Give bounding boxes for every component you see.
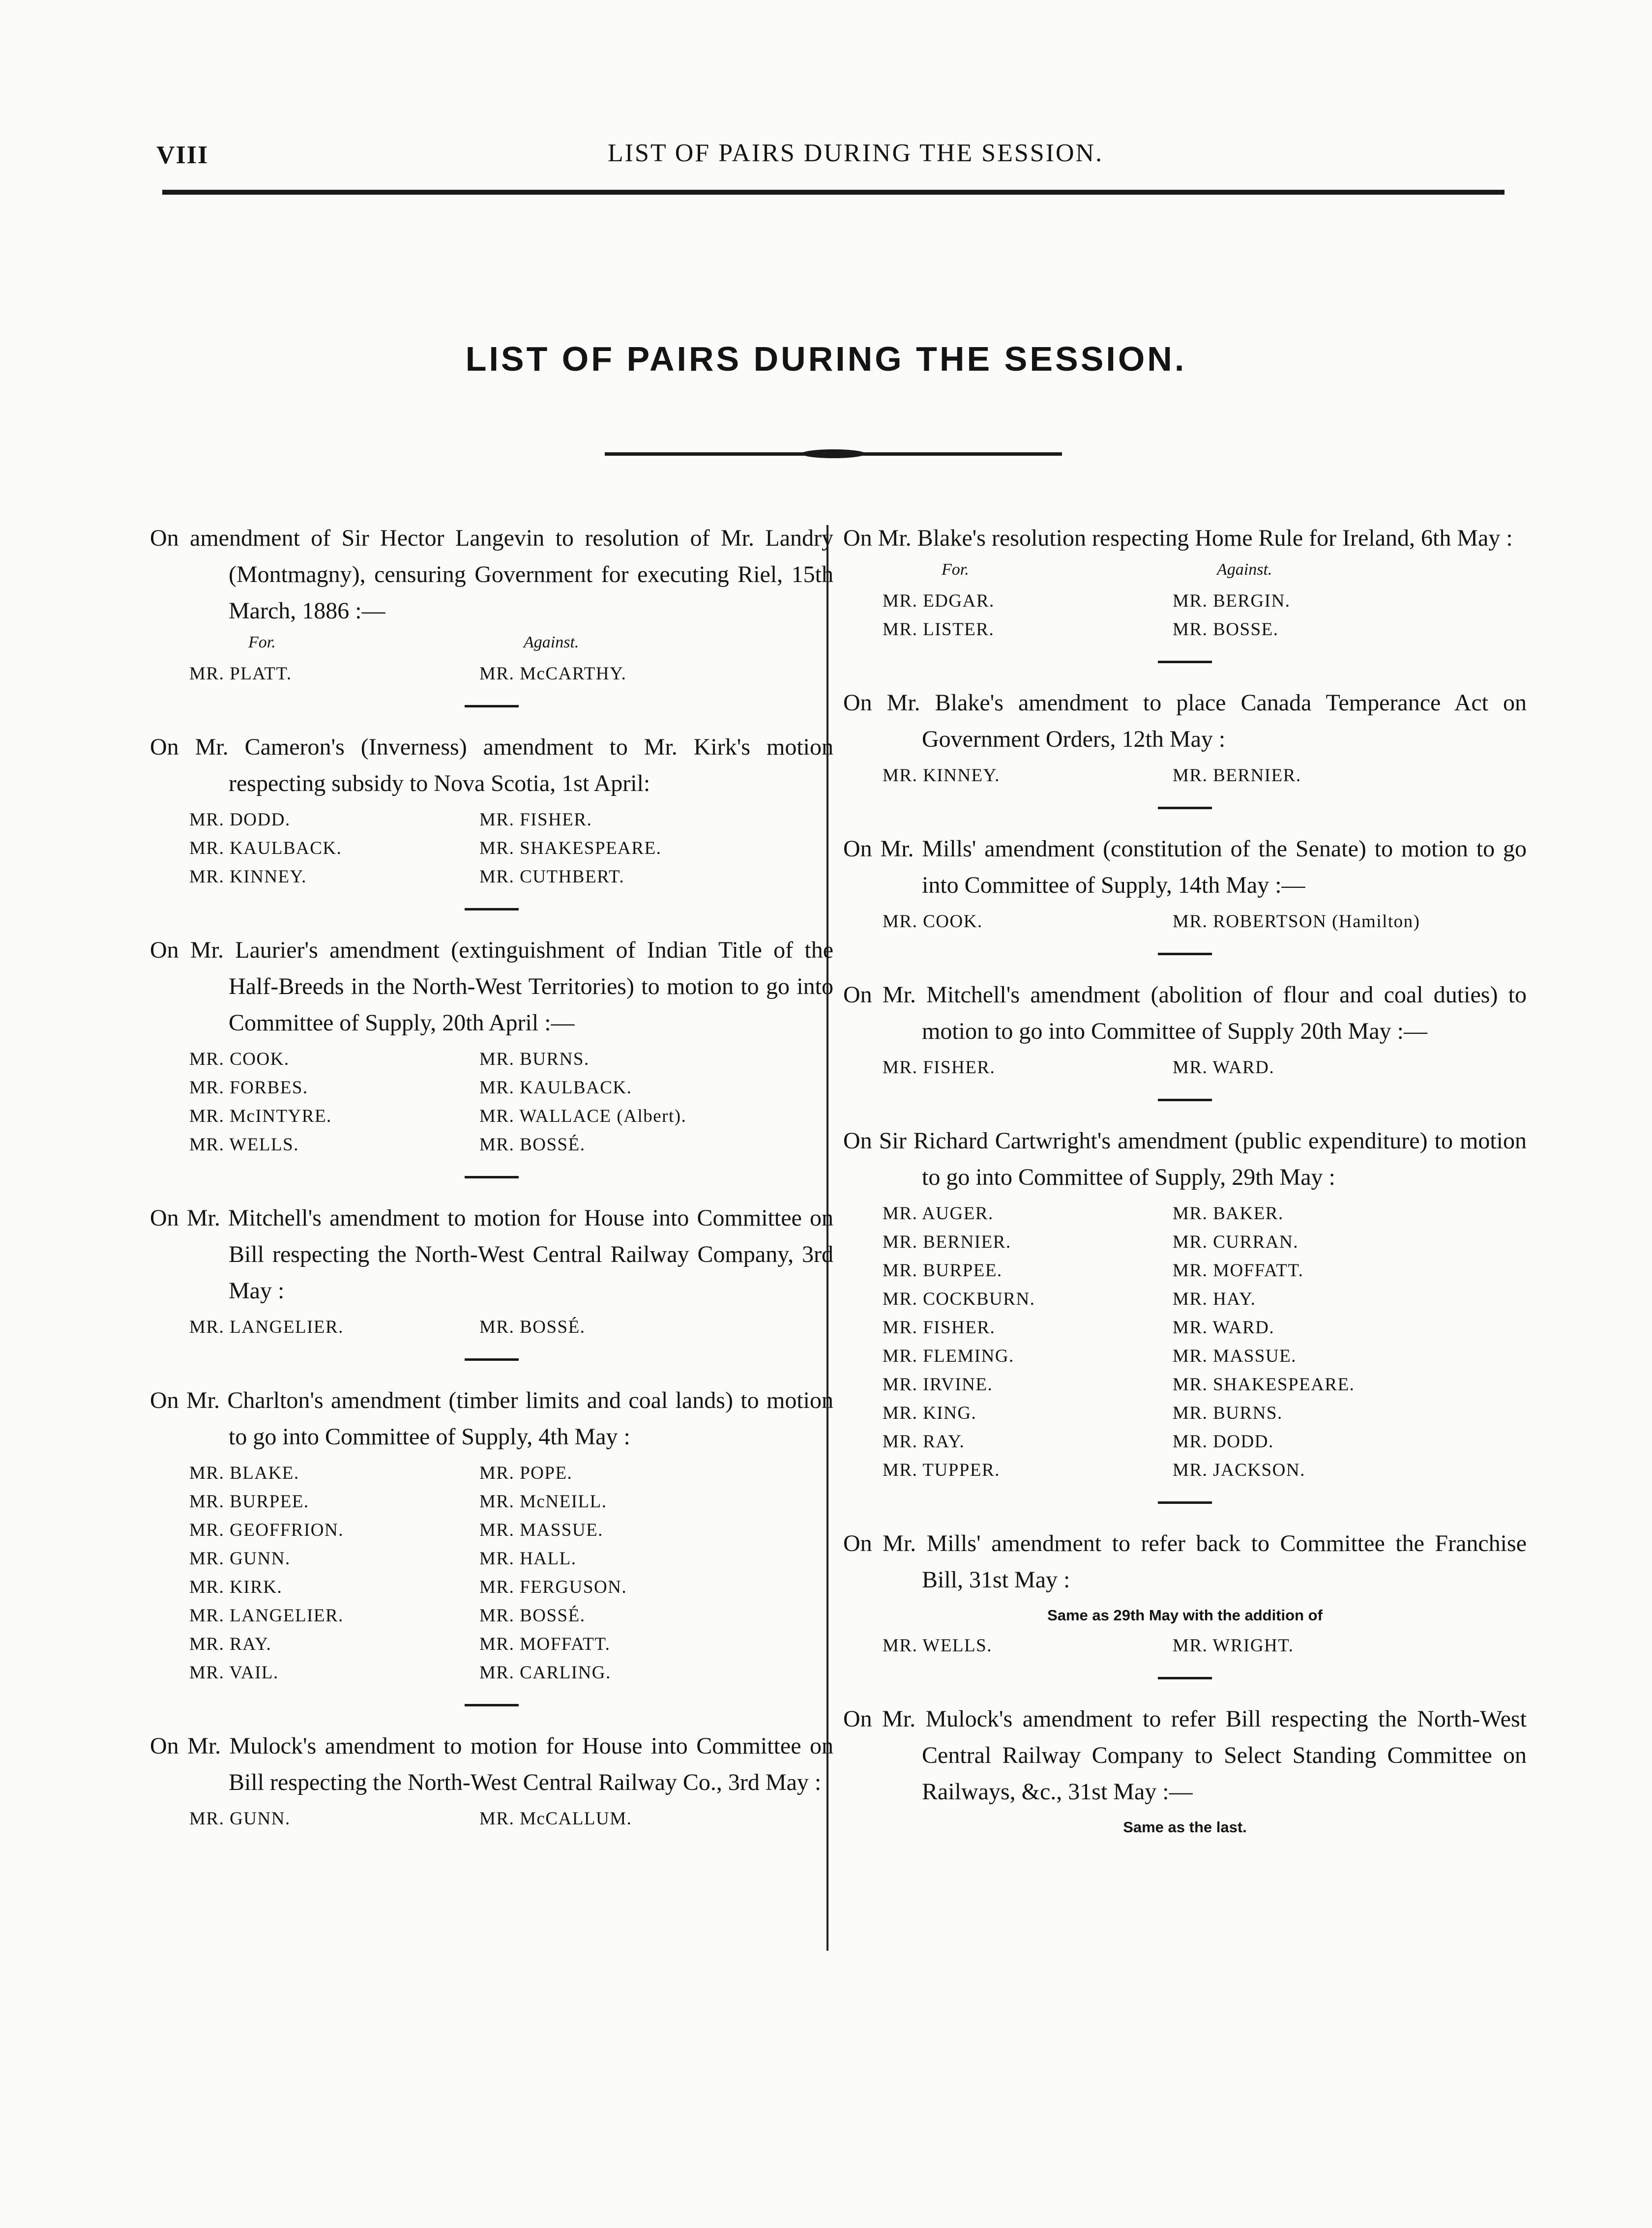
pairs-list xyxy=(843,1054,1527,1082)
member-against: MR. CURRAN. xyxy=(1173,1232,1299,1252)
title-rule-ornament xyxy=(801,449,865,458)
member-for: MR. KINNEY. xyxy=(189,867,307,887)
entry-separator xyxy=(1158,1677,1212,1679)
entry-separator xyxy=(1158,661,1212,663)
member-against: MR. BURNS. xyxy=(1173,1403,1283,1423)
member-for: MR. IRVINE. xyxy=(883,1375,993,1395)
member-against: MR. KAULBACK. xyxy=(479,1078,632,1098)
pair-row xyxy=(150,1102,833,1131)
member-against: MR. BAKER. xyxy=(1173,1203,1284,1224)
member-for: MR. COCKBURN. xyxy=(883,1289,1035,1309)
member-for: MR. TUPPER. xyxy=(883,1460,1000,1480)
pair-row xyxy=(150,1659,833,1687)
pair-row xyxy=(150,1573,833,1602)
pair-row xyxy=(150,1545,833,1573)
pair-row xyxy=(843,1342,1527,1371)
entry-separator xyxy=(465,705,519,707)
member-against: MR. BOSSÉ. xyxy=(479,1606,586,1626)
division-entry xyxy=(150,932,833,1159)
pairs-list xyxy=(843,587,1527,644)
member-against: MR. ROBERTSON (Hamilton) xyxy=(1173,911,1420,932)
entry-separator xyxy=(465,1358,519,1361)
member-for: MR. LANGELIER. xyxy=(189,1606,344,1626)
pair-row xyxy=(843,1257,1527,1285)
entry-separator xyxy=(465,1704,519,1706)
division-entry xyxy=(843,977,1527,1082)
pairs-list xyxy=(843,908,1527,936)
member-for: MR. GEOFFRION. xyxy=(189,1520,344,1540)
division-entry xyxy=(843,1525,1527,1660)
member-against: MR. BERGIN. xyxy=(1173,591,1291,611)
pairs-list xyxy=(150,1459,833,1687)
motion-text: On Mr. Mills' amendment to refer back to Committee the Franchise Bill, 31st May : xyxy=(843,1530,1527,1593)
member-for: MR. WELLS. xyxy=(189,1135,299,1155)
left-column xyxy=(150,520,833,1833)
pair-row xyxy=(843,1371,1527,1399)
member-against: MR. McNEILL. xyxy=(479,1492,607,1512)
division-entry xyxy=(150,1728,833,1833)
division-entry xyxy=(150,729,833,891)
pair-row xyxy=(150,863,833,891)
entry-separator xyxy=(465,1176,519,1178)
entry-separator xyxy=(1158,807,1212,809)
member-against: MR. POPE. xyxy=(479,1463,573,1483)
member-for: MR. FLEMING. xyxy=(883,1346,1014,1366)
member-against: MR. CARLING. xyxy=(479,1663,611,1683)
member-for: MR. McINTYRE. xyxy=(189,1106,332,1126)
running-head: LIST OF PAIRS DURING THE SESSION. xyxy=(607,139,1104,167)
member-against: MR. BOSSÉ. xyxy=(479,1317,586,1337)
header-rule xyxy=(162,190,1504,195)
against-heading: Against. xyxy=(524,633,579,651)
member-for: MR. BERNIER. xyxy=(883,1232,1011,1252)
pair-row xyxy=(843,1054,1527,1082)
for-heading: For. xyxy=(942,560,969,579)
motion-text: On Mr. Mills' amendment (constitution of the Senate) to motion to go into Committee of Supply, 14th May :— xyxy=(843,836,1527,898)
motion-text: On Mr. Mitchell's amendment (abolition of flour and coal duties) to motion to go into Committee of Supply 20th May :— xyxy=(843,982,1527,1044)
pairs-list xyxy=(150,806,833,891)
division-entry xyxy=(843,1701,1527,1840)
member-against: MR. McCALLUM. xyxy=(479,1809,632,1829)
member-against: MR. MASSUE. xyxy=(1173,1346,1297,1366)
member-for: MR. COOK. xyxy=(883,911,983,932)
pairs-list xyxy=(843,762,1527,790)
division-entry xyxy=(843,1123,1527,1485)
member-for: MR. BURPEE. xyxy=(883,1261,1003,1281)
member-for: MR. VAIL. xyxy=(189,1663,279,1683)
division-entry xyxy=(843,831,1527,936)
page-number: VIII xyxy=(156,141,209,169)
member-for: MR. KINNEY. xyxy=(883,765,1000,786)
motion-text: On Mr. Laurier's amendment (extinguishment of Indian Title of the Half-Breeds in the North-West Territories) to motion to go into Committee of Supply, 20th April :— xyxy=(150,937,833,1036)
entry-separator xyxy=(1158,953,1212,955)
member-for: MR. FISHER. xyxy=(883,1318,996,1338)
pair-row xyxy=(843,1200,1527,1228)
pair-row xyxy=(843,1314,1527,1342)
motion-text: On Mr. Blake's amendment to place Canada Temperance Act on Government Orders, 12th May : xyxy=(843,690,1527,752)
motion-text: On Mr. Charlton's amendment (timber limits and coal lands) to motion to go into Committee of Supply, 4th May : xyxy=(150,1387,833,1450)
member-against: MR. FERGUSON. xyxy=(479,1577,627,1597)
member-for: MR. KAULBACK. xyxy=(189,838,342,858)
pair-row xyxy=(150,1045,833,1074)
pair-row xyxy=(150,1459,833,1488)
member-against: MR. HALL. xyxy=(479,1549,577,1569)
pair-row xyxy=(150,1602,833,1630)
member-against: MR. CUTHBERT. xyxy=(479,867,625,887)
for-heading: For. xyxy=(248,633,276,651)
division-entry xyxy=(843,520,1527,644)
member-for: MR. FISHER. xyxy=(883,1057,996,1078)
pair-row xyxy=(150,1313,833,1342)
member-against: MR. WRIGHT. xyxy=(1173,1636,1294,1656)
member-against: MR. WARD. xyxy=(1173,1318,1275,1338)
motion-text: On Mr. Cameron's (Inverness) amendment to Mr. Kirk's motion respecting subsidy to Nova Scotia, 1st April: xyxy=(150,734,833,796)
pairs-list xyxy=(843,1200,1527,1485)
against-heading: Against. xyxy=(1217,560,1272,579)
entry-separator xyxy=(1158,1501,1212,1504)
pair-row xyxy=(150,806,833,834)
motion-text: On Mr. Mulock's amendment to motion for House into Committee on Bill respecting the North-West Central Railway Co., 3rd May : xyxy=(150,1733,833,1795)
page-title: LIST OF PAIRS DURING THE SESSION. xyxy=(465,340,1187,378)
pair-row xyxy=(843,1399,1527,1428)
pairs-list xyxy=(150,1045,833,1159)
division-entry xyxy=(150,1382,833,1687)
pair-row xyxy=(843,1456,1527,1485)
pairs-list xyxy=(843,1632,1527,1660)
right-column xyxy=(843,520,1527,1840)
division-entry xyxy=(150,520,833,688)
division-entry xyxy=(150,1200,833,1342)
pair-row xyxy=(843,587,1527,616)
member-against: MR. MOFFATT. xyxy=(1173,1261,1304,1281)
member-for: MR. BLAKE. xyxy=(189,1463,299,1483)
pairs-note: Same as the last. xyxy=(1123,1818,1247,1836)
pair-row xyxy=(150,1805,833,1833)
division-entry xyxy=(843,685,1527,790)
member-against: MR. SHAKESPEARE. xyxy=(1173,1375,1355,1395)
member-for: MR. GUNN. xyxy=(189,1809,291,1829)
member-for: MR. GUNN. xyxy=(189,1549,291,1569)
member-against: MR. MASSUE. xyxy=(479,1520,603,1540)
pair-row xyxy=(150,1131,833,1159)
member-for: MR. DODD. xyxy=(189,810,291,830)
pairs-list xyxy=(150,660,833,688)
member-against: MR. BERNIER. xyxy=(1173,765,1301,786)
pair-row xyxy=(843,1285,1527,1314)
member-against: MR. WALLACE (Albert). xyxy=(479,1106,687,1126)
pairs-list xyxy=(150,1313,833,1342)
member-against: MR. BOSSE. xyxy=(1173,619,1279,640)
member-against: MR. SHAKESPEARE. xyxy=(479,838,662,858)
member-against: MR. McCARTHY. xyxy=(479,664,627,684)
member-against: MR. BURNS. xyxy=(479,1049,590,1069)
pair-row xyxy=(150,1516,833,1545)
pairs-note: Same as 29th May with the addition of xyxy=(1047,1607,1323,1624)
entry-separator xyxy=(1158,1099,1212,1101)
member-for: MR. BURPEE. xyxy=(189,1492,309,1512)
member-for: MR. EDGAR. xyxy=(883,591,995,611)
pair-row xyxy=(843,1632,1527,1660)
member-against: MR. HAY. xyxy=(1173,1289,1256,1309)
member-for: MR. AUGER. xyxy=(883,1203,994,1224)
member-for: MR. FORBES. xyxy=(189,1078,308,1098)
member-against: MR. WARD. xyxy=(1173,1057,1275,1078)
member-against: MR. BOSSÉ. xyxy=(479,1135,586,1155)
motion-text: On Sir Richard Cartwright's amendment (public expenditure) to motion to go into Committee of Supply, 29th May : xyxy=(843,1128,1527,1190)
pair-row xyxy=(843,616,1527,644)
entry-separator xyxy=(465,908,519,910)
pair-row xyxy=(843,1228,1527,1257)
member-for: MR. PLATT. xyxy=(189,664,292,684)
pair-row xyxy=(843,762,1527,790)
pair-row xyxy=(150,1074,833,1102)
member-against: MR. DODD. xyxy=(1173,1432,1274,1452)
member-for: MR. WELLS. xyxy=(883,1636,992,1656)
pair-column-headings xyxy=(843,557,1527,583)
motion-text: On Mr. Mulock's amendment to refer Bill respecting the North-West Central Railway Company to Select Standing Committee on Railways, &c., 31st May :— xyxy=(843,1706,1527,1805)
member-for: MR. LISTER. xyxy=(883,619,995,640)
member-for: MR. KIRK. xyxy=(189,1577,283,1597)
member-for: MR. KING. xyxy=(883,1403,977,1423)
pair-row xyxy=(150,1630,833,1659)
motion-text: On amendment of Sir Hector Langevin to resolution of Mr. Landry (Montmagny), censuring Government for executing Riel, 15th March, 1886 :— xyxy=(150,525,833,624)
pair-column-headings xyxy=(150,629,833,656)
member-against: MR. FISHER. xyxy=(479,810,592,830)
pair-row xyxy=(150,660,833,688)
pair-row xyxy=(150,1488,833,1516)
member-for: MR. RAY. xyxy=(189,1634,272,1654)
pair-row xyxy=(843,908,1527,936)
member-against: MR. MOFFATT. xyxy=(479,1634,611,1654)
pair-row xyxy=(843,1428,1527,1456)
motion-text: On Mr. Blake's resolution respecting Home Rule for Ireland, 6th May : xyxy=(843,525,1513,551)
member-for: MR. RAY. xyxy=(883,1432,965,1452)
member-for: MR. COOK. xyxy=(189,1049,290,1069)
member-against: MR. JACKSON. xyxy=(1173,1460,1305,1480)
pairs-list xyxy=(150,1805,833,1833)
pair-row xyxy=(150,834,833,863)
motion-text: On Mr. Mitchell's amendment to motion for House into Committee on Bill respecting the North-West Central Railway Company, 3rd May : xyxy=(150,1205,833,1304)
member-for: MR. LANGELIER. xyxy=(189,1317,344,1337)
